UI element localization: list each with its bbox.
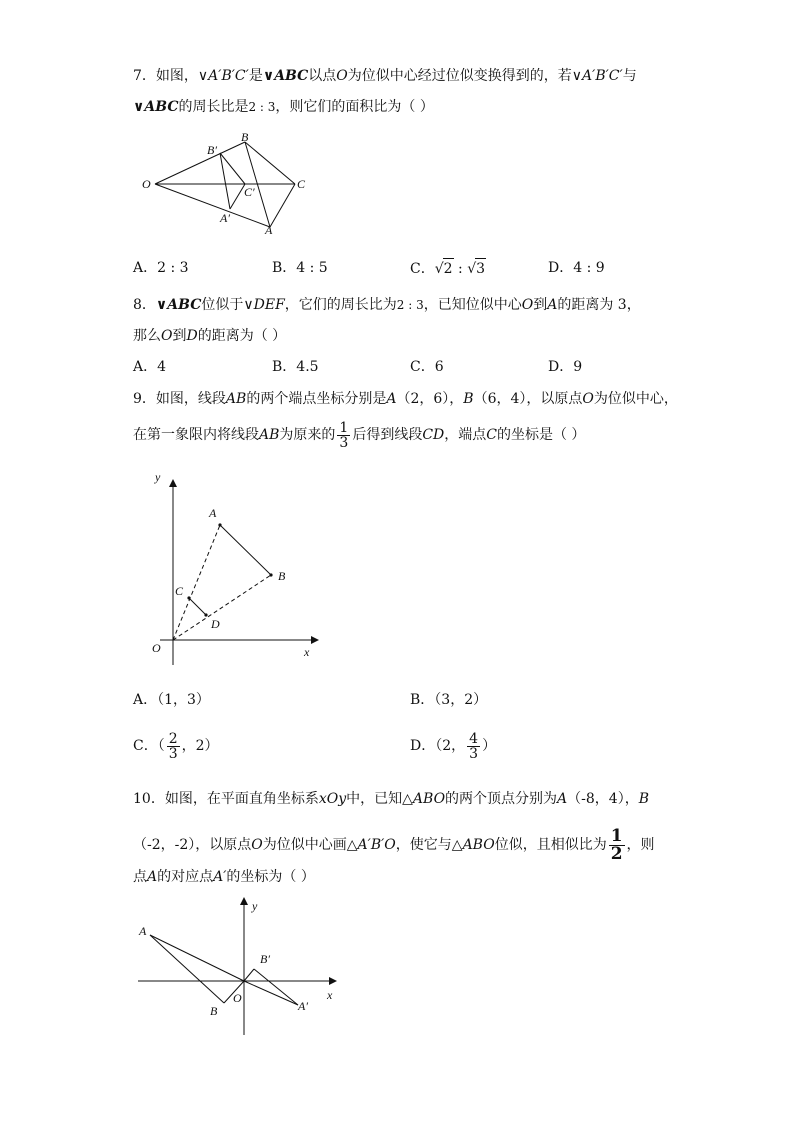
q7-number: 7． [133, 68, 156, 84]
q8-text: ，它们的周长比为 [284, 297, 397, 313]
q10-text: 点 [133, 869, 147, 885]
q10-label-O: O [233, 991, 242, 1005]
q7-symbol: ∨ABC [262, 68, 309, 84]
q10-text: 为位似中心画△ [262, 837, 358, 853]
q10-symbol: A [557, 791, 568, 807]
q9-label-A: A [209, 506, 217, 520]
q10-number: 10． [133, 791, 165, 807]
q9-text: 在第一象限内将线段 [133, 427, 259, 443]
q7-label-C: C [297, 177, 306, 191]
q9-text: 的两个端点坐标分别是 [246, 391, 387, 407]
q7-symbol: ∨A′B′C′ [197, 68, 249, 84]
q10-symbol: B [638, 791, 650, 807]
q8-text: 到 [533, 297, 548, 313]
q7-symbol: ∨ABC [133, 99, 179, 115]
q9-option-b[interactable]: B．（3，2） [410, 692, 488, 708]
q8-ratio: 2 : 3 [396, 298, 424, 312]
q9-symbol: B [463, 391, 474, 407]
q10-symbol: ABO [462, 837, 495, 853]
q10-line-2 [133, 826, 655, 864]
q9-symbol: AB [259, 427, 280, 443]
q9-text: ，端点 [444, 427, 487, 443]
q7-line-2 [133, 97, 434, 117]
q9-label-y: y [155, 470, 161, 484]
q7-label-C-prime: C′ [244, 185, 255, 199]
q10-text: 中，已知△ [346, 791, 413, 807]
q9-option-c-fraction [167, 732, 180, 761]
q9-symbol: O [582, 391, 594, 407]
q9-symbol: C [486, 427, 497, 443]
q7-text: ，则它们的面积比为（ ） [275, 99, 434, 115]
q9-text: 如图，线段 [155, 391, 226, 407]
q9-text: （2，6）， [396, 391, 464, 407]
q9-option-c[interactable] [133, 727, 219, 765]
q8-text: 那么 [133, 328, 161, 344]
q8-text: 到 [172, 328, 187, 344]
q9-label-D: D [211, 617, 220, 631]
q9-option-c-tail: ，2） [181, 738, 219, 754]
q7-text: 与 [622, 68, 637, 84]
q9-figure [140, 465, 340, 665]
q7-option-d[interactable]: D．4 : 9 [548, 260, 605, 276]
q9-text: 为位似中心， [593, 391, 678, 407]
q9-text: 后得到线段 [352, 427, 423, 443]
q9-number: 9． [133, 391, 156, 407]
q7-option-a[interactable]: A．2 : 3 [133, 260, 189, 276]
q10-text: 的两个顶点分别为 [445, 791, 558, 807]
q7-text: 的周长比是 [178, 99, 249, 115]
q7-symbol: O [336, 68, 348, 84]
q9-option-d-label: D．（2， [410, 738, 466, 754]
q8-symbol: A [547, 297, 558, 313]
q7-label-A: A [265, 223, 273, 237]
q9-label-B: B [278, 569, 286, 583]
fraction-numerator: 2 [168, 730, 178, 747]
q8-text: 位似于 [201, 297, 244, 313]
q10-symbol: ABO [412, 791, 446, 807]
q7-figure [140, 130, 320, 240]
q10-text: ，使它与△ [395, 837, 463, 853]
q9-text: 为原来的 [279, 427, 336, 443]
q7-label-B: B [241, 130, 249, 144]
q8-number: 8． [133, 297, 156, 313]
q7-option-c[interactable] [410, 258, 486, 279]
fraction-denominator: 3 [168, 745, 178, 762]
q8-option-a[interactable]: A．4 [133, 359, 167, 375]
q9-text: （6，4），以原点 [473, 391, 583, 407]
q8-option-b[interactable]: B．4.5 [272, 359, 319, 375]
q9-option-d[interactable] [410, 727, 496, 765]
q9-text: 的坐标是（ ） [496, 427, 586, 443]
q8-option-c[interactable]: C．6 [410, 359, 444, 375]
q9-line-1 [133, 389, 678, 409]
q9-label-x: x [304, 645, 310, 659]
q7-option-c-separator: : [453, 261, 468, 277]
q9-label-C: C [175, 584, 184, 598]
q7-option-c-label: C． [410, 261, 435, 277]
q8-text: 的距离为 3， [557, 297, 641, 313]
q9-option-c-label: C．（ [133, 738, 165, 754]
q7-text: 为位似中心经过位似变换得到的，若 [347, 68, 572, 84]
q9-fraction-numerator: 1 [339, 419, 349, 436]
q9-symbol: AB [225, 391, 247, 407]
q7-label-A-prime: A′ [220, 211, 230, 225]
q10-text: 位似，且相似比为 [494, 837, 607, 853]
q8-symbol: ∨ABC [155, 297, 202, 313]
q10-label-A: A [139, 924, 147, 938]
q8-line-1 [133, 295, 641, 315]
q7-label-O: O [142, 177, 151, 191]
fraction-numerator: 4 [469, 730, 479, 747]
q8-symbol: O [521, 297, 534, 313]
q8-text: ，已知位似中心 [423, 297, 522, 313]
sqrt-symbol: √ [434, 261, 444, 277]
q10-text: 如图，在平面直角坐标系 [164, 791, 319, 807]
q10-figure [130, 893, 350, 1043]
q10-fraction-denominator: 2 [610, 843, 623, 864]
q9-fraction [337, 421, 350, 450]
q10-line-3 [133, 867, 315, 887]
q9-option-d-fraction [467, 732, 480, 761]
q10-text: （-2，-2），以原点 [133, 837, 252, 853]
q9-line-2 [133, 416, 585, 454]
sqrt-symbol: √ [467, 261, 477, 277]
q7-option-c-radicand: 3 [475, 258, 486, 279]
q7-ratio: 2 : 3 [248, 100, 276, 114]
q8-option-d[interactable]: D．9 [548, 359, 583, 375]
q10-fraction-numerator: 1 [610, 825, 623, 846]
q8-symbol: D [186, 328, 198, 344]
q10-fraction [609, 825, 625, 864]
fraction-denominator: 3 [469, 745, 479, 762]
q10-text: ，则 [626, 837, 655, 853]
q9-label-O: O [152, 641, 161, 655]
q7-text: 是 [248, 68, 263, 84]
q10-text: 的对应点 [157, 869, 214, 885]
q7-text: 如图， [155, 68, 198, 84]
q10-symbol: A′B′O [357, 837, 396, 853]
q10-label-A-prime: A′ [298, 999, 308, 1013]
q8-text: 的距离为（ ） [197, 328, 287, 344]
q7-label-B-prime: B′ [207, 143, 217, 157]
q9-symbol: CD [422, 427, 445, 443]
q9-fraction-denominator: 3 [339, 434, 349, 451]
q8-symbol: O [161, 328, 173, 344]
q10-text: （-8，4）， [567, 791, 639, 807]
q8-symbol: ∨DEF [243, 297, 285, 313]
q9-option-a[interactable]: A．（1，3） [133, 692, 210, 708]
q9-symbol: A [386, 391, 397, 407]
q10-label-B-prime: B′ [260, 952, 270, 966]
q10-text: 的坐标为（ ） [226, 869, 315, 885]
q7-option-b[interactable]: B．4 : 5 [272, 260, 328, 276]
q10-label-B: B [210, 1004, 218, 1018]
q10-line-1 [133, 789, 649, 809]
q9-option-d-tail: ） [482, 738, 497, 754]
q7-text: 以点 [308, 68, 337, 84]
q8-line-2 [133, 326, 286, 346]
q7-line-1 [133, 66, 637, 86]
q7-option-c-radicand: 2 [443, 258, 454, 279]
q7-symbol: ∨A′B′C′ [571, 68, 623, 84]
q10-label-x: x [327, 988, 333, 1002]
q10-label-y: y [252, 899, 258, 913]
q10-symbol: A′ [213, 869, 227, 885]
q10-symbol: A [147, 869, 158, 885]
q10-symbol: O [251, 837, 263, 853]
q10-symbol: xOy [318, 791, 347, 807]
